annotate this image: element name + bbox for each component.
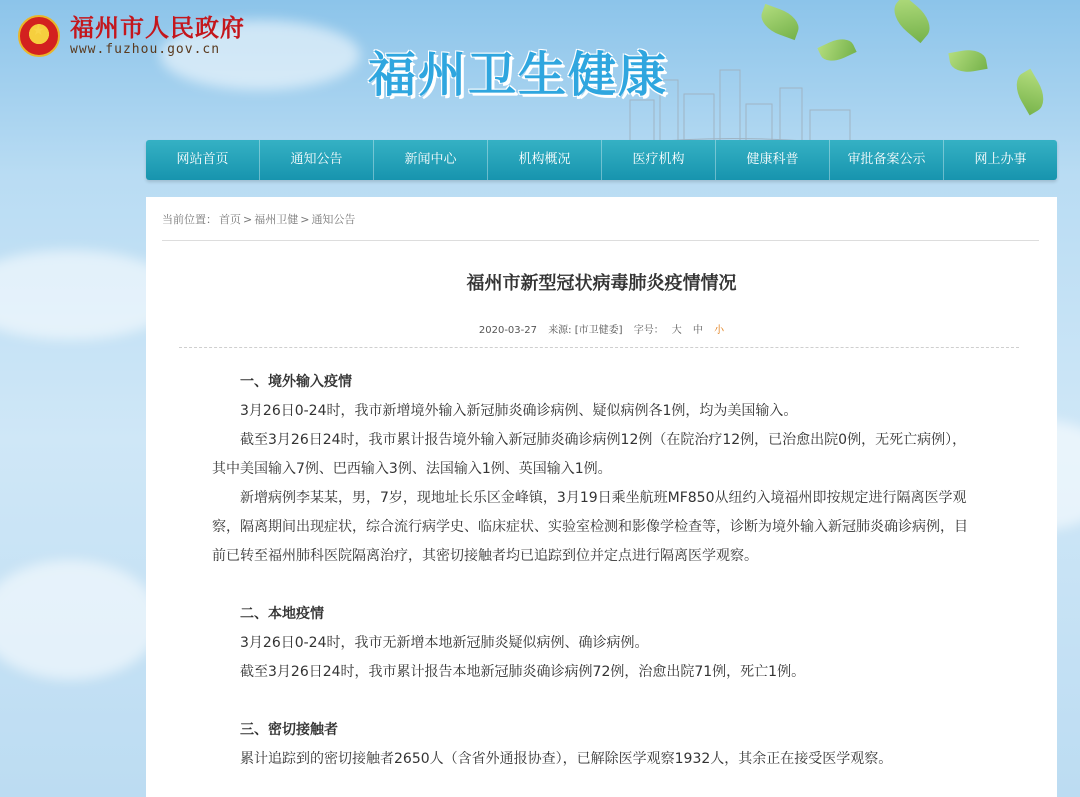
font-size-medium-button[interactable]: 中	[692, 325, 703, 336]
gov-name: 福州市人民政府	[70, 14, 245, 42]
article-paragraph: 3月26日0-24时，我市新增境外输入新冠肺炎确诊病例、疑似病例各1例，均为美国输入。	[240, 403, 798, 419]
nav-item-notices[interactable]: 通知公告	[260, 140, 374, 180]
breadcrumb-link-home[interactable]: 首页	[219, 213, 241, 226]
article-paragraph: 累计追踪到的密切接触者2650人（含省外通报协查），已解除医学观察1932人，其余正在接受医学观察。	[240, 751, 893, 767]
nav-item-about[interactable]: 机构概况	[488, 140, 602, 180]
paragraph-gap	[212, 571, 977, 600]
dashed-divider	[179, 347, 1019, 348]
font-size-large-button[interactable]: 大	[671, 325, 682, 336]
nav-item-news[interactable]: 新闻中心	[374, 140, 488, 180]
article-paragraph: 截至3月26日24时，我市累计报告本地新冠肺炎确诊病例72例，治愈出院71例，死亡1例。	[240, 664, 806, 680]
article-date: 2020-03-27	[478, 325, 537, 336]
article-paragraph: 截至3月26日24时，我市累计报告境外输入新冠肺炎确诊病例12例（在院治疗12例，已治愈出院0例，无死亡病例），其中美国输入7例、巴西输入3例、法国输入1例、英国输入1例。	[212, 432, 967, 477]
breadcrumb-prefix: 当前位置：	[162, 213, 217, 226]
section-heading: 一、境外输入疫情	[240, 374, 352, 390]
breadcrumb-link-notices[interactable]: 通知公告	[311, 213, 356, 226]
article-paragraph: 3月26日0-24时，我市无新增本地新冠肺炎疑似病例、确诊病例。	[240, 635, 649, 651]
nav-item-online-services[interactable]: 网上办事	[974, 152, 1027, 167]
gov-url: www.fuzhou.gov.cn	[70, 42, 221, 57]
nav-item-medical-institutions[interactable]: 医疗机构	[602, 140, 716, 180]
national-emblem-icon	[18, 15, 60, 57]
article-source: 来源: [市卫健委]	[548, 325, 623, 336]
breadcrumb-separator: >	[243, 213, 253, 226]
breadcrumb-separator: >	[300, 213, 310, 226]
nav-item-health-education[interactable]: 健康科普	[716, 140, 830, 180]
cloud-decoration	[0, 560, 160, 680]
section-heading: 二、本地疫情	[240, 606, 324, 622]
article-meta	[146, 321, 1057, 336]
font-size-small-button[interactable]: 小	[714, 325, 725, 336]
article-title: 福州市新型冠状病毒肺炎疫情情况	[466, 273, 737, 294]
nav-item-approvals[interactable]: 审批备案公示	[830, 140, 944, 180]
section-heading: 三、密切接触者	[240, 722, 338, 738]
gov-logo[interactable]	[18, 14, 245, 57]
paragraph-gap	[212, 687, 977, 716]
content-panel	[146, 197, 1057, 797]
site-header	[0, 0, 1080, 140]
font-size-label: 字号：	[633, 325, 664, 336]
nav-item-home[interactable]: 网站首页	[146, 140, 260, 180]
breadcrumb-link-fuzhou-health[interactable]: 福州卫健	[254, 213, 299, 226]
divider	[162, 240, 1039, 241]
main-nav	[146, 140, 1057, 180]
article-paragraph: 新增病例李某某，男，7岁，现地址长乐区金峰镇，3月19日乘坐航班MF850从纽约入境福州即按规定进行隔离医学观察，隔离期间出现症状，综合流行病学史、临床症状、实验室检测和影像学检查等，诊断为境外输入新冠肺炎确诊病例，目前已转至福州肺科医院隔离治疗，其密切接触者均已追踪到位并定点进行隔离医学观察。	[212, 490, 968, 564]
article-body	[212, 368, 977, 774]
site-title: 福州卫生健康	[368, 47, 669, 103]
breadcrumb	[162, 211, 357, 227]
